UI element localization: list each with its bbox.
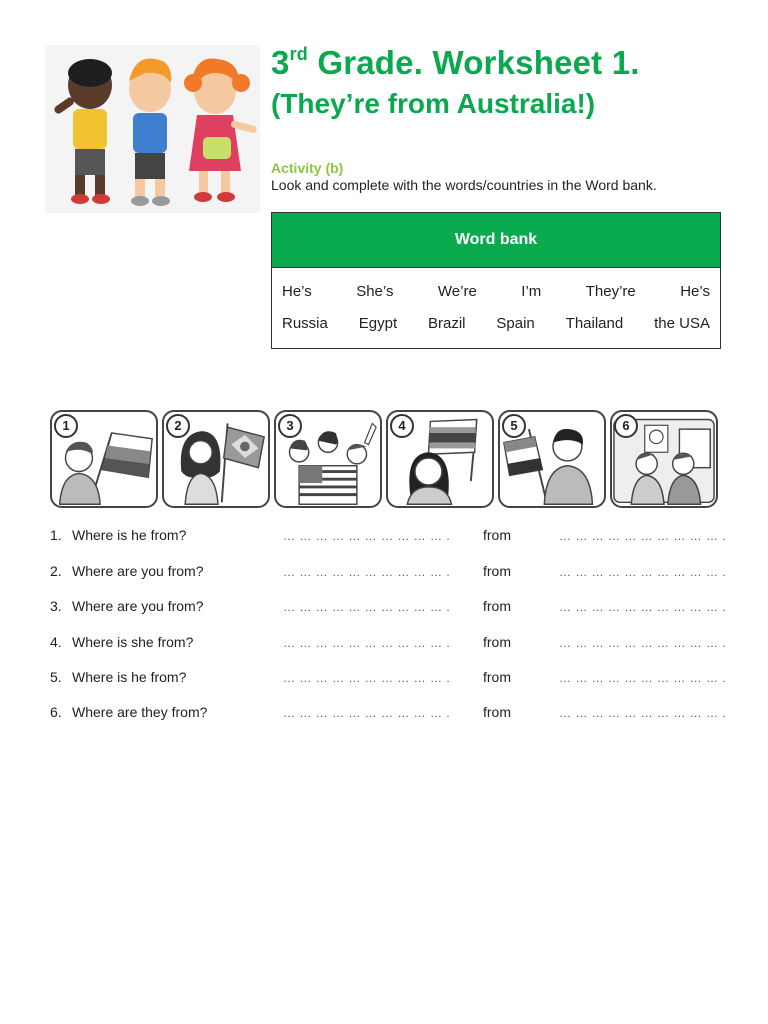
worksheet-subtitle: (They’re from Australia!) [271, 88, 596, 119]
word-bank [271, 212, 721, 349]
from-label: from [483, 598, 511, 614]
word-bank-country: Egypt [358, 315, 398, 332]
picture-panel-4 [386, 410, 494, 508]
question-number: 4. [50, 634, 62, 650]
picture-panel-2 [162, 410, 270, 508]
panel-number: 1 [54, 414, 78, 438]
answer-blank[interactable]: … … … … … … … … … … . [283, 636, 451, 650]
picture-panel-3 [274, 410, 382, 508]
word-bank-word: They’re [585, 283, 636, 300]
picture-panel-5 [498, 410, 606, 508]
word-bank-countries-row [272, 315, 720, 332]
question-row-6 [50, 704, 730, 724]
panel-number: 6 [614, 414, 638, 438]
activity-instruction: Look and complete with the words/countries in the Word bank. [271, 177, 657, 193]
question-number: 3. [50, 598, 62, 614]
question-number: 1. [50, 527, 62, 543]
panel-number: 5 [502, 414, 526, 438]
question-text: Where are you from? [72, 598, 204, 614]
panel-number: 4 [390, 414, 414, 438]
word-bank-word: She’s [356, 283, 394, 300]
question-text: Where is he from? [72, 669, 187, 685]
word-bank-country: Thailand [565, 315, 624, 332]
question-text: Where are they from? [72, 704, 208, 720]
answer-blank[interactable]: … … … … … … … … … … . [559, 600, 727, 614]
question-text: Where is she from? [72, 634, 194, 650]
question-row-5 [50, 669, 730, 689]
word-bank-country: Spain [496, 315, 535, 332]
word-bank-country: the USA [654, 315, 710, 332]
question-text: Where is he from? [72, 527, 187, 543]
answer-blank[interactable]: … … … … … … … … … … . [283, 529, 451, 543]
question-text: Where are you from? [72, 563, 204, 579]
answer-blank[interactable]: … … … … … … … … … … . [559, 529, 727, 543]
question-row-2 [50, 563, 730, 583]
answer-blank[interactable]: … … … … … … … … … … . [559, 565, 727, 579]
worksheet-title: 3rd Grade. Worksheet 1. [271, 44, 640, 81]
activity-label: Activity (b) [271, 160, 344, 176]
from-label: from [483, 704, 511, 720]
word-bank-pronouns-row [272, 283, 720, 300]
word-bank-word: He’s [680, 283, 710, 300]
question-number: 5. [50, 669, 62, 685]
question-number: 6. [50, 704, 62, 720]
question-number: 2. [50, 563, 62, 579]
answer-blank[interactable]: … … … … … … … … … … . [283, 706, 451, 720]
word-bank-country: Brazil [428, 315, 466, 332]
word-bank-word: I’m [521, 283, 542, 300]
from-label: from [483, 563, 511, 579]
answer-blank[interactable]: … … … … … … … … … … . [283, 600, 451, 614]
question-row-4 [50, 634, 730, 654]
answer-blank[interactable]: … … … … … … … … … … . [283, 671, 451, 685]
question-row-3 [50, 598, 730, 618]
kids-illustration [45, 45, 260, 213]
answer-blank[interactable]: … … … … … … … … … … . [559, 706, 727, 720]
from-label: from [483, 669, 511, 685]
answer-blank[interactable]: … … … … … … … … … … . [559, 636, 727, 650]
panel-number: 2 [166, 414, 190, 438]
from-label: from [483, 634, 511, 650]
answer-blank[interactable]: … … … … … … … … … … . [559, 671, 727, 685]
picture-panel-6 [610, 410, 718, 508]
panel-number: 3 [278, 414, 302, 438]
picture-panel-1 [50, 410, 158, 508]
question-row-1 [50, 527, 730, 547]
picture-panels [50, 410, 718, 508]
word-bank-country: Russia [282, 315, 328, 332]
word-bank-word: We’re [437, 283, 477, 300]
word-bank-word: He’s [282, 283, 312, 300]
answer-blank[interactable]: … … … … … … … … … … . [283, 565, 451, 579]
word-bank-title: Word bank [272, 213, 720, 268]
from-label: from [483, 527, 511, 543]
